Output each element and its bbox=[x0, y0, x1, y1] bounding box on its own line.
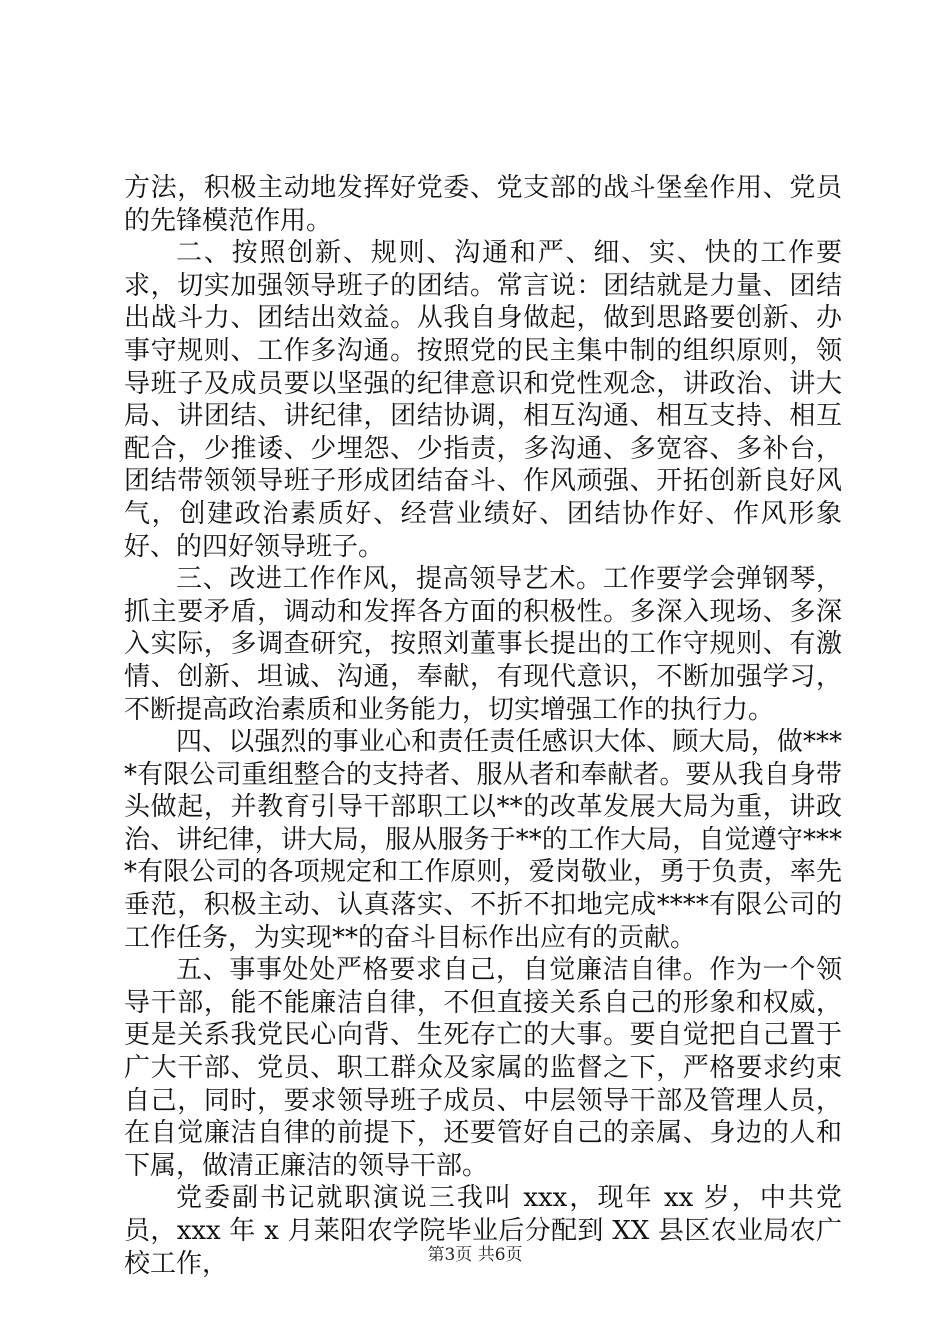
paragraph-3: 三、改进工作作风，提高领导艺术。工作要学会弹钢琴，抓主要矛盾，调动和发挥各方面的积极性。多深入现场、多深入实际，多调查研究，按照刘董事长提出的工作守规则、有激情、创新、坦诚、沟通，奉献，有现代意识，不断加强学习，不断提高政治素质和业务能力，切实增强工作的执行力。 bbox=[124, 564, 842, 725]
paragraph-2: 二、按照创新、规则、沟通和严、细、实、快的工作要求，切实加强领导班子的团结。常言说：团结就是力量、团结出战斗力、团结出效益。从我自身做起，做到思路要创新、办事守规则、工作多沟通。按照党的民主集中制的组织原则，领导班子及成员要以坚强的纪律意识和党性观念，讲政治、讲大局、讲团结、讲纪律，团结协调，相互沟通、相互支持、相互配合，少推诿、少埋怨、少指责，多沟通、多宽容、多补台，团结带领领导班子形成团结奋斗、作风顽强、开拓创新良好风气，创建政治素质好、经营业绩好、团结协作好、作风形象好、的四好领导班子。 bbox=[124, 238, 842, 562]
paragraph-1: 方法，积极主动地发挥好党委、党支部的战斗堡垒作用、党员的先锋模范作用。 bbox=[124, 173, 842, 236]
paragraph-5: 五、事事处处严格要求自己，自觉廉洁自律。作为一个领导干部，能不能廉洁自律，不但直接关系自己的形象和权威，更是关系我党民心向背、生死存亡的大事。要自觉把自己置于广大干部、党员、职工群众及家属的监督之下，严格要求约束自己，同时，要求领导班子成员、中层领导干部及管理人员，在自觉廉洁自律的前提下，还要管好自己的亲属、身边的人和下属，做清正廉洁的领导干部。 bbox=[124, 955, 842, 1181]
page-number-footer: 第3页 共6页 bbox=[427, 1245, 523, 1265]
paragraph-4: 四、以强烈的事业心和责任责任感识大体、顾大局，做****有限公司重组整合的支持者、服从者和奉献者。要从我自身带头做起，并教育引导干部职工以**的改革发展大局为重，讲政治、讲纪律，讲大局，服从服务于**的工作大局，自觉遵守****有限公司的各项规定和工作原则，爱岗敬业，勇于负责，率先垂范，积极主动、认真落实、不折不扣地完成****有限公司的工作任务，为实现**的奋斗目标作出应有的贡献。 bbox=[124, 727, 842, 953]
document-body bbox=[124, 172, 842, 1280]
paragraph-6: 党委副书记就职演说三我叫 xxx，现年 xx 岁，中共党员，xxx 年 x 月莱阳农学院毕业后分配到 XX 县区农业局农广校工作， bbox=[124, 1183, 842, 1279]
